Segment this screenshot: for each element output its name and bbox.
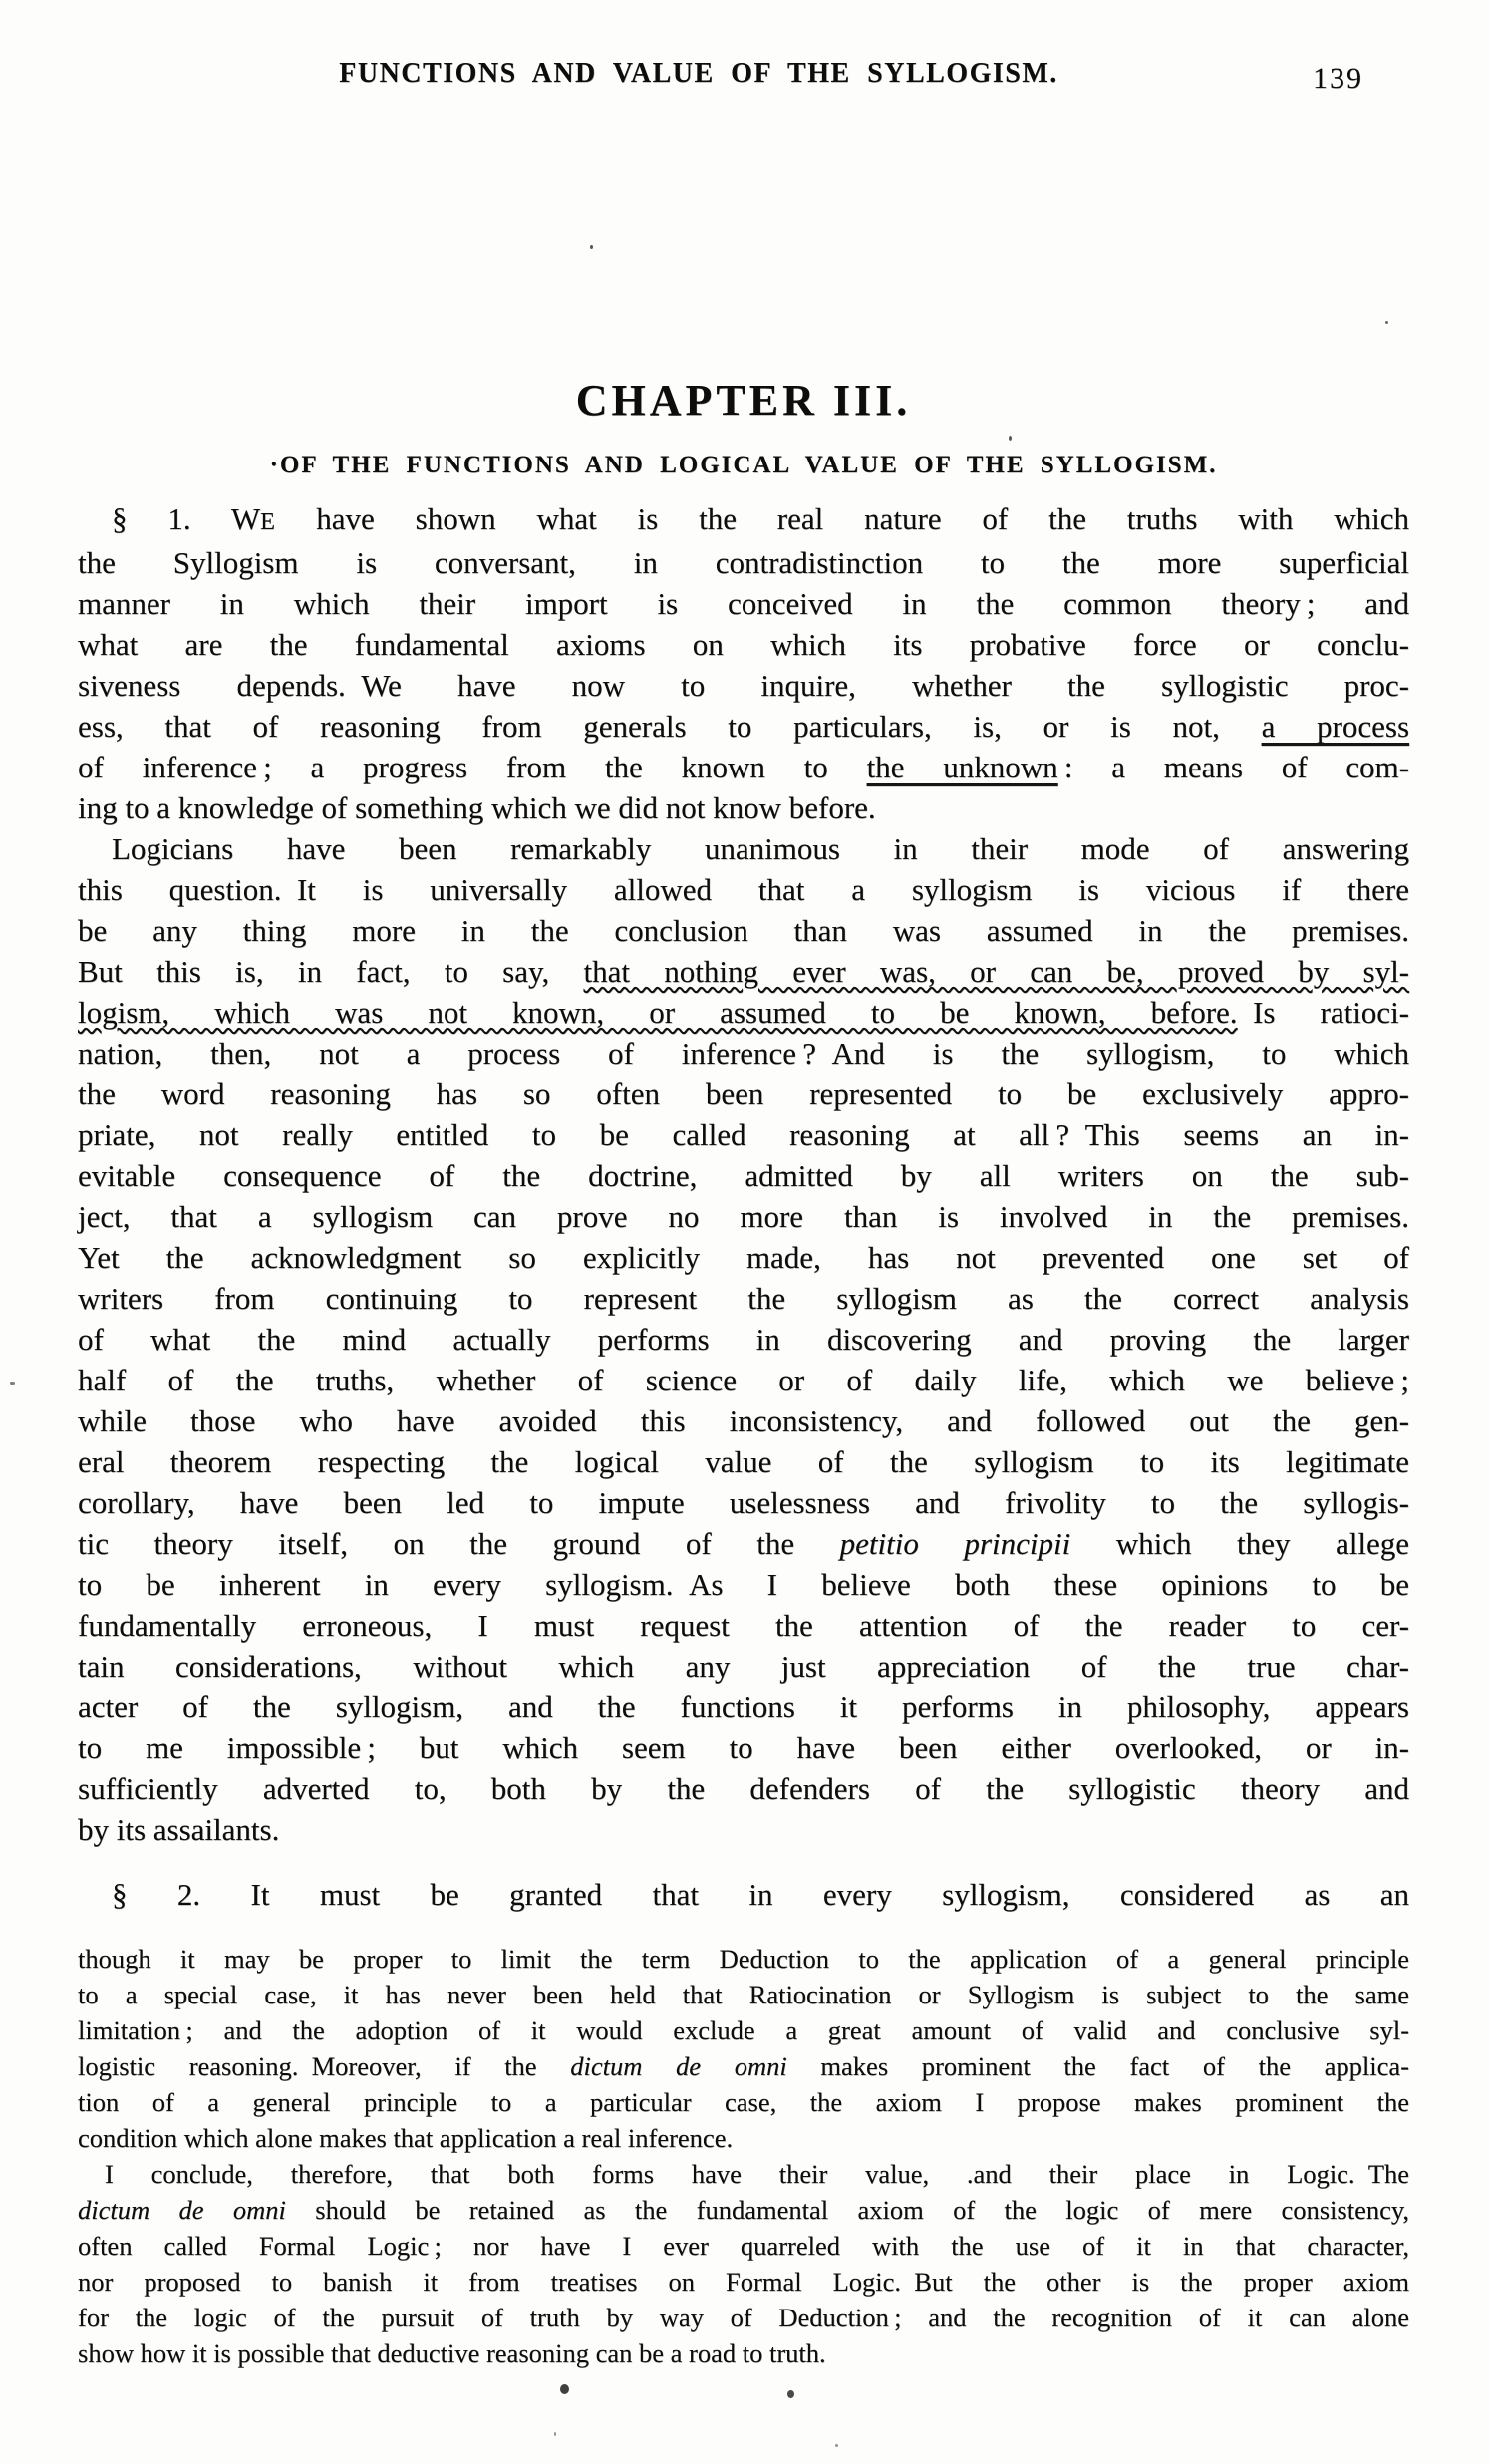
text-line: nor proposed to banish it from treatises on Formal Logic. But the other is the proper axiom (78, 2267, 1409, 2298)
paragraph (78, 2156, 1409, 2371)
text-line: Logicians have been remarkably unanimous in their mode of answering (112, 831, 1409, 867)
paragraph (78, 828, 1409, 1850)
text-line: condition which alone makes that application a real inference. (78, 2123, 734, 2154)
text-line: I conclude, therefore, that both forms have their value, .and their place in Logic. The (105, 2159, 1409, 2190)
ink-speck (554, 2432, 556, 2436)
text-line: tic theory itself, on the ground of the petitio principii which they allege (78, 1526, 1409, 1562)
ink-speck (835, 2444, 838, 2447)
ink-speck (1009, 436, 1012, 441)
paragraph (78, 498, 1409, 828)
text-line: though it may be proper to limit the term Deduction to the application of a general principle (78, 1944, 1409, 1975)
text-line: manner in which their import is conceived in the common theory ; and (78, 586, 1409, 622)
text-line: limitation ; and the adoption of it would exclude a great amount of valid and conclusive syl- (78, 2015, 1409, 2046)
text-line: show how it is possible that deductive reasoning can be a road to truth. (78, 2338, 826, 2369)
text-line: ject, that a syllogism can prove no more than is involved in the premises. (78, 1199, 1409, 1235)
text-line: the word reasoning has so often been represented to be exclusively appro- (78, 1077, 1409, 1112)
ink-speck (1385, 321, 1388, 324)
running-header-title: FUNCTIONS AND VALUE OF THE SYLLOGISM. (339, 58, 1058, 89)
book-page (78, 0, 1409, 2371)
text-line: acter of the syllogism, and the functions it performs in philosophy, appears (78, 1690, 1409, 1725)
text-line: Yet the acknowledgment so explicitly made, has not prevented one set of (78, 1240, 1409, 1276)
text-line: by its assailants. (78, 1812, 280, 1848)
text-line: tion of a general principle to a particular case, the axiom I propose makes prominent the (78, 2087, 1409, 2118)
text-line: ing to a knowledge of something which we did not know before. (78, 790, 876, 826)
text-line: ess, that of reasoning from generals to particulars, is, or is not, a process (78, 709, 1410, 745)
text-line: the Syllogism is conversant, in contradistinction to the more superficial (78, 545, 1409, 581)
text-line: sufficiently adverted to, both by the defenders of the syllogistic theory and (78, 1771, 1409, 1807)
text-line: priate, not really entitled to be called reasoning at all ? This seems an in- (78, 1117, 1409, 1153)
text-line: § 1. WE have shown what is the real nature of the truths with which (112, 501, 1409, 537)
text-line: dictum de omni should be retained as the fundamental axiom of the logic of mere consistency, (78, 2195, 1410, 2226)
text-line: to be inherent in every syllogism. As I believe both these opinions to be (78, 1567, 1409, 1603)
paragraph (78, 1874, 1409, 1915)
text-line: But this is, in fact, to say, that nothing ever was, or can be, proved by syl- (78, 954, 1410, 990)
text-line: of inference ; a progress from the known to the unknown : a means of com- (78, 750, 1409, 785)
chapter-heading: CHAPTER III. (575, 376, 912, 425)
text-line: eral theorem respecting the logical value of the syllogism to its legitimate (78, 1444, 1409, 1480)
chapter-subtitle: ·OF THE FUNCTIONS AND LOGICAL VALUE OF THE SYLLOGISM. (269, 452, 1218, 479)
text-line: of what the mind actually performs in discovering and proving the larger (78, 1322, 1409, 1358)
ink-speck (590, 245, 593, 249)
text-line: writers from continuing to represent the syllogism as the correct analysis (78, 1281, 1409, 1317)
text-line: logism, which was not known, or assumed to be known, before. Is ratioci- (78, 995, 1410, 1031)
text-line: this question. It is universally allowed that a syllogism is vicious if there (78, 872, 1409, 908)
footnote-text (78, 1941, 1409, 2371)
text-line: what are the fundamental axioms on which its probative force or conclu- (78, 627, 1409, 663)
main-text (78, 498, 1409, 1915)
text-line: fundamentally erroneous, I must request the attention of the reader to cer- (78, 1608, 1409, 1644)
text-line: half of the truths, whether of science or of daily life, which we believe ; (78, 1363, 1409, 1398)
ink-blot (787, 2390, 794, 2398)
text-line: for the logic of the pursuit of truth by way of Deduction ; and the recognition of it can alone (78, 2303, 1409, 2333)
page-number: 139 (1313, 62, 1363, 95)
text-line: to a special case, it has never been held that Ratiocination or Syllogism is subject to the same (78, 1980, 1409, 2010)
text-line: logistic reasoning. Moreover, if the dictum de omni makes prominent the fact of the applica- (78, 2051, 1409, 2082)
text-line: while those who have avoided this inconsistency, and followed out the gen- (78, 1403, 1409, 1439)
text-line: § 2. It must be granted that in every syllogism, considered as an (112, 1877, 1409, 1913)
text-line: tain considerations, without which any just appreciation of the true char- (78, 1649, 1409, 1685)
text-line: be any thing more in the conclusion than was assumed in the premises. (78, 913, 1409, 949)
text-line: nation, then, not a process of inference ? And is the syllogism, to which (78, 1036, 1409, 1072)
ink-speck (10, 1382, 15, 1385)
text-line: corollary, have been led to impute uselessness and frivolity to the syllogis- (78, 1485, 1409, 1521)
running-header (78, 58, 1409, 96)
ink-blot (560, 2384, 569, 2394)
text-line: evitable consequence of the doctrine, admitted by all writers on the sub- (78, 1158, 1409, 1194)
text-line: siveness depends. We have now to inquire, whether the syllogistic proc- (78, 668, 1409, 704)
text-line: to me impossible ; but which seem to have been either overlooked, or in- (78, 1730, 1409, 1766)
paragraph (78, 1941, 1409, 2156)
text-line: often called Formal Logic ; nor have I ever quarreled with the use of it in that character, (78, 2231, 1409, 2262)
